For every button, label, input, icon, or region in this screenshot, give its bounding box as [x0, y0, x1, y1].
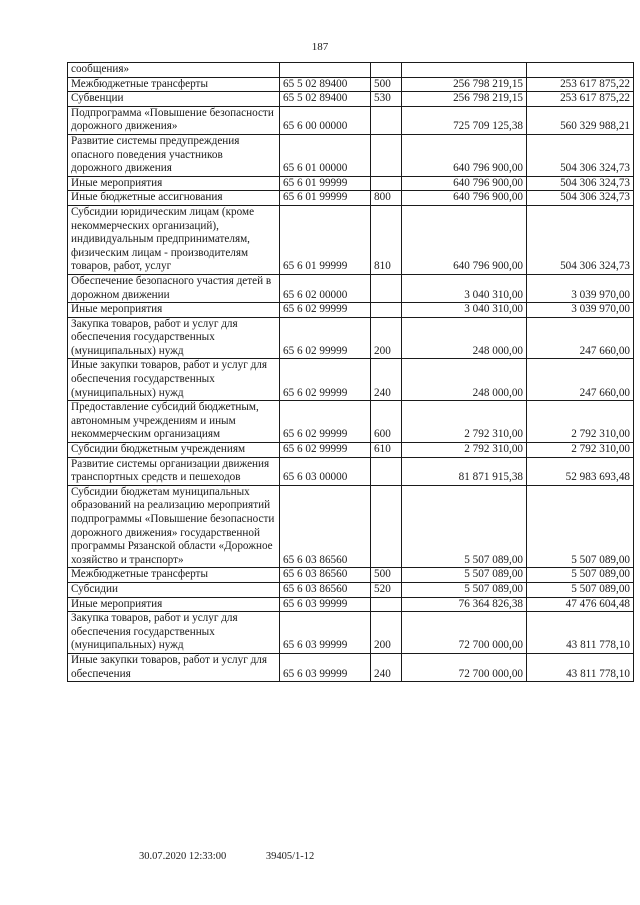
table-row — [68, 612, 634, 654]
target-article-code: 65 6 02 99999 — [280, 317, 371, 359]
amount-first-year: 72 700 000,00 — [402, 653, 527, 681]
table-row — [68, 191, 634, 206]
amount-second-year: 247 660,00 — [527, 359, 634, 401]
target-article-code: 65 6 02 99999 — [280, 401, 371, 443]
expense-type-code: 200 — [371, 317, 402, 359]
table-row — [68, 63, 634, 78]
row-name: Иные бюджетные ассигнования — [68, 191, 280, 206]
amount-second-year: 5 507 089,00 — [527, 485, 634, 568]
target-article-code: 65 6 03 99999 — [280, 612, 371, 654]
expense-type-code: 200 — [371, 612, 402, 654]
amount-first-year: 248 000,00 — [402, 317, 527, 359]
footer — [139, 851, 314, 862]
expense-type-code: 520 — [371, 582, 402, 597]
page-number: 187 — [311, 41, 329, 53]
expense-type-code: 530 — [371, 92, 402, 107]
expense-type-code: 610 — [371, 443, 402, 458]
amount-first-year: 5 507 089,00 — [402, 568, 527, 583]
expense-type-code: 800 — [371, 191, 402, 206]
target-article-code: 65 6 03 00000 — [280, 457, 371, 485]
amount-second-year: 2 792 310,00 — [527, 401, 634, 443]
row-name: Обеспечение безопасного участия детей в дорожном движении — [68, 274, 280, 302]
target-article-code: 65 5 02 89400 — [280, 92, 371, 107]
expense-type-code — [371, 485, 402, 568]
target-article-code: 65 6 01 99999 — [280, 176, 371, 191]
amount-first-year: 725 709 125,38 — [402, 106, 527, 134]
amount-first-year: 5 507 089,00 — [402, 582, 527, 597]
amount-second-year: 504 306 324,73 — [527, 191, 634, 206]
row-name: Иные мероприятия — [68, 303, 280, 318]
amount-first-year: 5 507 089,00 — [402, 485, 527, 568]
target-article-code: 65 6 03 86560 — [280, 485, 371, 568]
target-article-code: 65 6 03 99999 — [280, 597, 371, 612]
row-name: Субсидии бюджетным учреждениям — [68, 443, 280, 458]
row-name: Межбюджетные трансферты — [68, 568, 280, 583]
table-row — [68, 92, 634, 107]
target-article-code: 65 6 03 99999 — [280, 653, 371, 681]
expense-type-code — [371, 106, 402, 134]
row-name: Субсидии юридическим лицам (кроме некоммерческих организаций), индивидуальным предпринимателям, физическим лицам - производителям товаров, работ, услуг — [68, 205, 280, 274]
amount-second-year: 3 039 970,00 — [527, 303, 634, 318]
footer-document-reference: 39405/1-12 — [265, 851, 315, 862]
expense-type-code: 600 — [371, 401, 402, 443]
expense-type-code: 500 — [371, 77, 402, 92]
amount-first-year: 640 796 900,00 — [402, 176, 527, 191]
amount-second-year: 504 306 324,73 — [527, 205, 634, 274]
row-name: Субвенции — [68, 92, 280, 107]
footer-timestamp: 30.07.2020 12:33:00 — [139, 851, 227, 862]
amount-second-year: 3 039 970,00 — [527, 274, 634, 302]
amount-first-year: 256 798 219,15 — [402, 92, 527, 107]
table-row — [68, 134, 634, 176]
target-article-code: 65 6 01 00000 — [280, 134, 371, 176]
table-row — [68, 359, 634, 401]
amount-second-year: 43 811 778,10 — [527, 653, 634, 681]
row-name: Закупка товаров, работ и услуг для обеспечения государственных (муниципальных) нужд — [68, 612, 280, 654]
amount-first-year: 640 796 900,00 — [402, 205, 527, 274]
table-row — [68, 653, 634, 681]
expense-type-code: 500 — [371, 568, 402, 583]
expense-type-code — [371, 303, 402, 318]
target-article-code: 65 6 02 99999 — [280, 443, 371, 458]
expense-type-code — [371, 134, 402, 176]
expense-type-code — [371, 63, 402, 78]
amount-second-year: 2 792 310,00 — [527, 443, 634, 458]
row-name: Иные закупки товаров, работ и услуг для обеспечения — [68, 653, 280, 681]
amount-second-year — [527, 63, 634, 78]
expense-type-code — [371, 176, 402, 191]
row-name: Иные мероприятия — [68, 597, 280, 612]
expense-type-code — [371, 597, 402, 612]
target-article-code: 65 6 02 00000 — [280, 274, 371, 302]
amount-first-year: 256 798 219,15 — [402, 77, 527, 92]
amount-second-year: 47 476 604,48 — [527, 597, 634, 612]
target-article-code: 65 6 02 99999 — [280, 303, 371, 318]
row-name: сообщения» — [68, 63, 280, 78]
table-row — [68, 597, 634, 612]
table-row — [68, 106, 634, 134]
target-article-code — [280, 63, 371, 78]
target-article-code: 65 6 03 86560 — [280, 568, 371, 583]
table-row — [68, 274, 634, 302]
table-row — [68, 303, 634, 318]
row-name: Межбюджетные трансферты — [68, 77, 280, 92]
amount-second-year: 5 507 089,00 — [527, 568, 634, 583]
amount-second-year: 52 983 693,48 — [527, 457, 634, 485]
table-row — [68, 205, 634, 274]
row-name: Иные закупки товаров, работ и услуг для обеспечения государственных (муниципальных) нужд — [68, 359, 280, 401]
amount-second-year: 253 617 875,22 — [527, 92, 634, 107]
budget-table — [67, 62, 634, 682]
amount-second-year: 504 306 324,73 — [527, 176, 634, 191]
row-name: Развитие системы организации движения транспортных средств и пешеходов — [68, 457, 280, 485]
amount-second-year: 43 811 778,10 — [527, 612, 634, 654]
amount-first-year: 640 796 900,00 — [402, 134, 527, 176]
table-row — [68, 485, 634, 568]
table-row — [68, 401, 634, 443]
amount-second-year: 253 617 875,22 — [527, 77, 634, 92]
target-article-code: 65 6 01 99999 — [280, 205, 371, 274]
expense-type-code — [371, 274, 402, 302]
target-article-code: 65 5 02 89400 — [280, 77, 371, 92]
amount-first-year: 76 364 826,38 — [402, 597, 527, 612]
row-name: Подпрограмма «Повышение безопасности дорожного движения» — [68, 106, 280, 134]
amount-second-year: 5 507 089,00 — [527, 582, 634, 597]
amount-first-year: 3 040 310,00 — [402, 303, 527, 318]
amount-first-year: 72 700 000,00 — [402, 612, 527, 654]
amount-second-year: 560 329 988,21 — [527, 106, 634, 134]
target-article-code: 65 6 02 99999 — [280, 359, 371, 401]
budget-table-body — [68, 63, 634, 682]
target-article-code: 65 6 01 99999 — [280, 191, 371, 206]
table-row — [68, 568, 634, 583]
amount-first-year: 2 792 310,00 — [402, 401, 527, 443]
amount-first-year: 248 000,00 — [402, 359, 527, 401]
target-article-code: 65 6 03 86560 — [280, 582, 371, 597]
table-row — [68, 77, 634, 92]
amount-first-year: 3 040 310,00 — [402, 274, 527, 302]
amount-first-year: 2 792 310,00 — [402, 443, 527, 458]
expense-type-code: 810 — [371, 205, 402, 274]
row-name: Субсидии бюджетам муниципальных образований на реализацию мероприятий подпрограммы «Повышение безопасности дорожного движения» государственной программы Рязанской области «Дорожное хозяйство и транспорт» — [68, 485, 280, 568]
expense-type-code: 240 — [371, 359, 402, 401]
target-article-code: 65 6 00 00000 — [280, 106, 371, 134]
table-row — [68, 443, 634, 458]
row-name: Предоставление субсидий бюджетным, автономным учреждениям и иным некоммерческим организациям — [68, 401, 280, 443]
table-row — [68, 457, 634, 485]
amount-second-year: 504 306 324,73 — [527, 134, 634, 176]
amount-first-year: 81 871 915,38 — [402, 457, 527, 485]
row-name: Иные мероприятия — [68, 176, 280, 191]
expense-type-code — [371, 457, 402, 485]
table-row — [68, 582, 634, 597]
row-name: Закупка товаров, работ и услуг для обеспечения государственных (муниципальных) нужд — [68, 317, 280, 359]
amount-second-year: 247 660,00 — [527, 317, 634, 359]
row-name: Развитие системы предупреждения опасного поведения участников дорожного движения — [68, 134, 280, 176]
table-row — [68, 317, 634, 359]
expense-type-code: 240 — [371, 653, 402, 681]
amount-first-year: 640 796 900,00 — [402, 191, 527, 206]
row-name: Субсидии — [68, 582, 280, 597]
table-row — [68, 176, 634, 191]
amount-first-year — [402, 63, 527, 78]
